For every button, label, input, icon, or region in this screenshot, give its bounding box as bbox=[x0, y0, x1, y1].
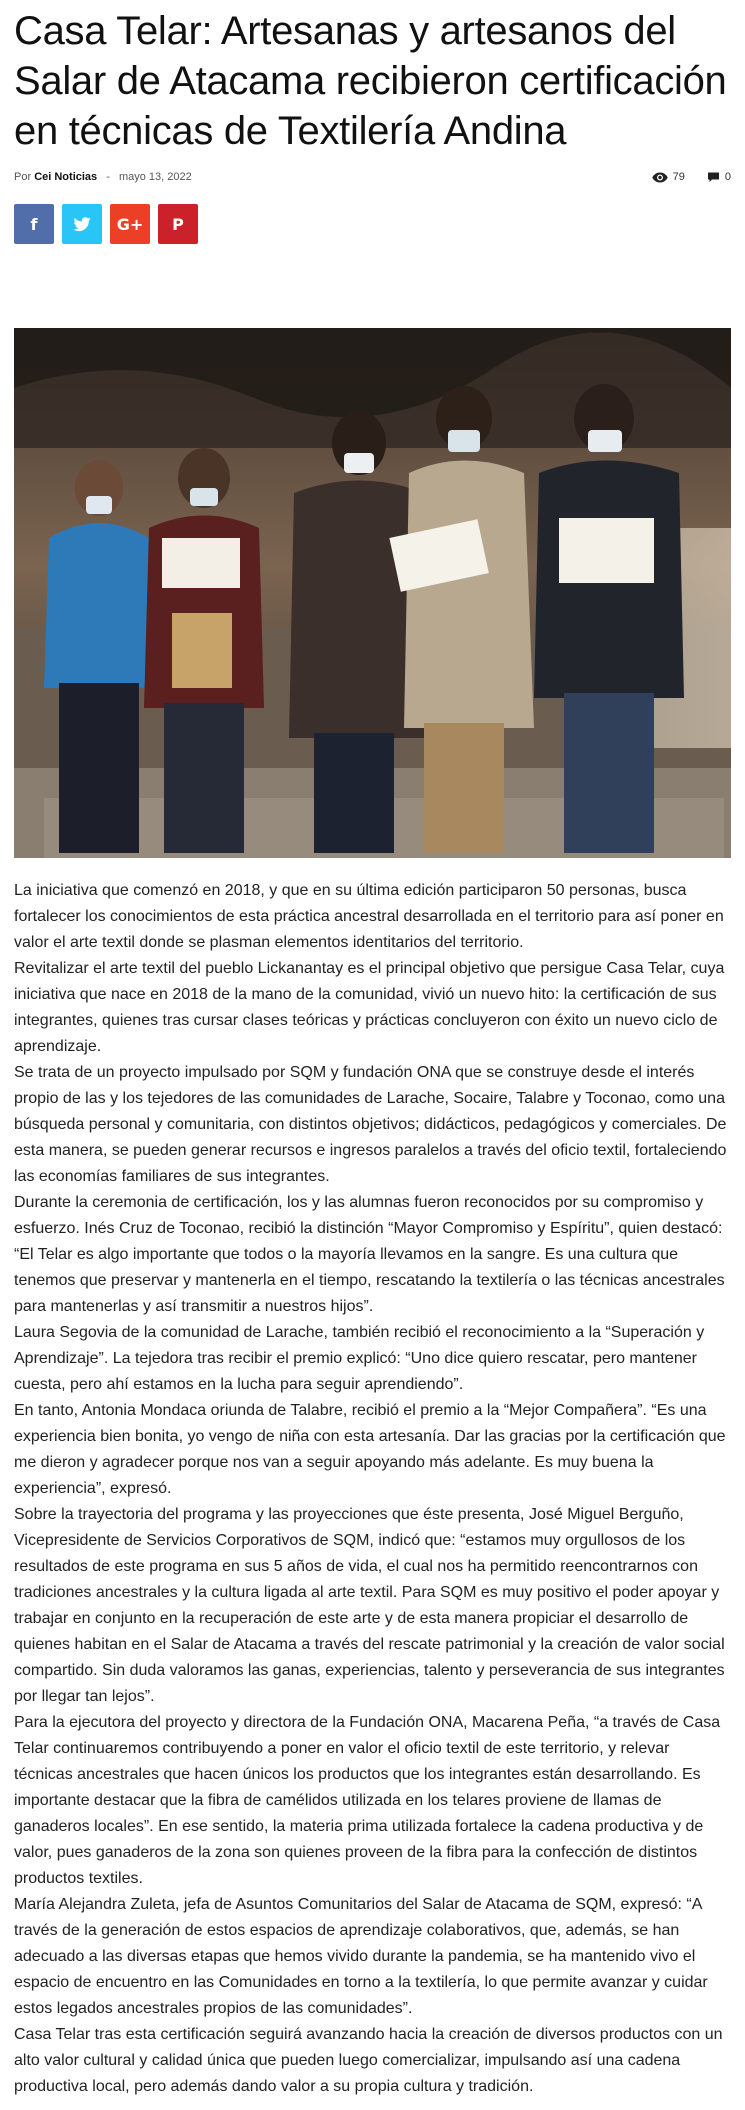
article-stats bbox=[652, 171, 731, 183]
facebook-icon: f bbox=[30, 214, 38, 234]
pinterest-share-button[interactable] bbox=[158, 204, 198, 244]
article-title: Casa Telar: Artesanas y artesanos del Salar de Atacama recibieron certificación en técnicas de Textilería Andina bbox=[14, 9, 727, 153]
article-paragraph: Durante la ceremonia de certificación, los y las alumnas fueron reconocidos por su compromiso y esfuerzo. Inés Cruz de Toconao, recibió la distinción “Mayor Compromiso y Espíritu”, quien destacó: “El Telar es algo importante que todos o la mayoría llevamos en la sangre. Es una cultura que tenemos que preservar y mantenerla en el tiempo, rescatando la textilería o las técnicas ancestrales para mantenerlas y así transmitir a nuestros hijos”. bbox=[14, 1194, 725, 1315]
author-link[interactable]: Cei Noticias bbox=[34, 171, 98, 183]
share-buttons bbox=[14, 204, 731, 244]
article-paragraph: Para la ejecutora del proyecto y directora de la Fundación ONA, Macarena Peña, “a través de Casa Telar continuaremos contribuyendo a poner en valor el oficio textil de este territorio, y relevar técnicas ancestrales que hacen únicos los productos que los integrantes están desarrollando. Es importante destacar que la fibra de camélidos utilizada en los telares proviene de llamas de ganaderos locales”. En ese sentido, la materia prima utilizada fortalece la cadena productiva y de valor, pues ganaderos de la zona son quienes proveen de la fibra para la confección de distintos productos textiles. bbox=[14, 1714, 721, 1887]
views-count: 79 bbox=[672, 171, 685, 183]
twitter-icon bbox=[73, 217, 91, 232]
eye-icon bbox=[652, 172, 668, 183]
google-plus-share-button[interactable] bbox=[110, 204, 150, 244]
article-paragraph: Sobre la trayectoria del programa y las proyecciones que éste presenta, José Miguel Berguño, Vicepresidente de Servicios Corporativos de SQM, indicó que: “estamos muy orgullosos de los resultados de este programa en sus 5 años de vida, el cual nos ha permitido reencontrarnos con tradiciones ancestrales y la cultura ligada al arte textil. Para SQM es muy positivo el poder apoyar y trabajar en conjunto en la recuperación de este arte y de esta manera propiciar el desarrollo de quienes habitan en el Salar de Atacama a través del rescate patrimonial y la creación de valor social compartido. Sin duda valoramos las ganas, experiencias, talento y perseverancia de sus integrantes por llegar tan lejos”. bbox=[14, 1506, 725, 1705]
comments-counter[interactable] bbox=[707, 171, 731, 183]
by-label: Por bbox=[14, 171, 32, 183]
article-body bbox=[14, 878, 731, 2100]
publish-date: mayo 13, 2022 bbox=[118, 171, 192, 183]
article-paragraph: Laura Segovia de la comunidad de Larache, también recibió el reconocimiento a la “Superación y Aprendizaje”. La tejedora tras recibir el premio explicó: “Uno dice quiero rescatar, pero mantener cuesta, pero ahí estamos en la lucha para seguir aprendiendo”. bbox=[14, 1324, 705, 1393]
article-meta bbox=[14, 168, 731, 190]
twitter-share-button[interactable] bbox=[62, 204, 102, 244]
photo-illustration bbox=[14, 328, 731, 858]
byline bbox=[14, 171, 192, 183]
byline-separator: - bbox=[106, 171, 110, 183]
facebook-share-button[interactable] bbox=[14, 204, 54, 244]
article-paragraph: María Alejandra Zuleta, jefa de Asuntos Comunitarios del Salar de Atacama de SQM, expresó: “A través de la generación de estos espacios de aprendizaje colaborativos, que, además, se han adecuado a las diversas etapas que hemos vivido durante la pandemia, se ha mantenido vivo el espacio de encuentro en las Comunidades en torno a la textilería, lo que permite avanzar y cuidar estos legados ancestrales propios de las comunidades”. bbox=[14, 1896, 708, 2017]
article-paragraph: La iniciativa que comenzó en 2018, y que en su última edición participaron 50 personas, busca fortalecer los conocimientos de esta práctica ancestral desarrollada en el territorio para así poner en valor el arte textil donde se plasman elementos identitarios del territorio. bbox=[14, 882, 724, 951]
featured-photo[interactable] bbox=[14, 328, 731, 858]
views-counter bbox=[652, 171, 685, 183]
article-header bbox=[14, 0, 731, 244]
google-plus-icon: G+ bbox=[116, 214, 144, 234]
pinterest-icon: P bbox=[172, 214, 184, 234]
comment-icon bbox=[707, 172, 720, 183]
comments-count: 0 bbox=[724, 171, 731, 183]
article-paragraph: Se trata de un proyecto impulsado por SQM y fundación ONA que se construye desde el interés propio de las y los tejedores de las comunidades de Larache, Socaire, Talabre y Toconao, como una búsqueda personal y comunitaria, con distintos objetivos; didácticos, pedagógicos y comerciales. De esta manera, se pueden generar recursos e ingresos paralelos a través del oficio textil, fortaleciendo las economías familiares de sus integrantes. bbox=[14, 1064, 727, 1185]
article-paragraph: Casa Telar tras esta certificación seguirá avanzando hacia la creación de diversos productos con un alto valor cultural y calidad única que pueden luego comercializar, impulsando así una cadena productiva local, pero además dando valor a su propia cultura y tradición. bbox=[14, 2026, 723, 2095]
article-paragraph: Revitalizar el arte textil del pueblo Lickanantay es el principal objetivo que persigue Casa Telar, cuya iniciativa que nace en 2018 de la mano de la comunidad, vivió un nuevo hito: la certificación de sus integrantes, quienes tras cursar clases teóricas y prácticas concluyeron con éxito un nuevo ciclo de aprendizaje. bbox=[14, 960, 725, 1055]
article-paragraph: En tanto, Antonia Mondaca oriunda de Talabre, recibió el premio a la “Mejor Compañera”. “Es una experiencia bien bonita, yo vengo de niña con esta artesanía. Dar las gracias por la certificación que me dieron y agradecer porque nos van a seguir apoyando más adelante. Es muy buena la experiencia”, expresó. bbox=[14, 1402, 726, 1497]
